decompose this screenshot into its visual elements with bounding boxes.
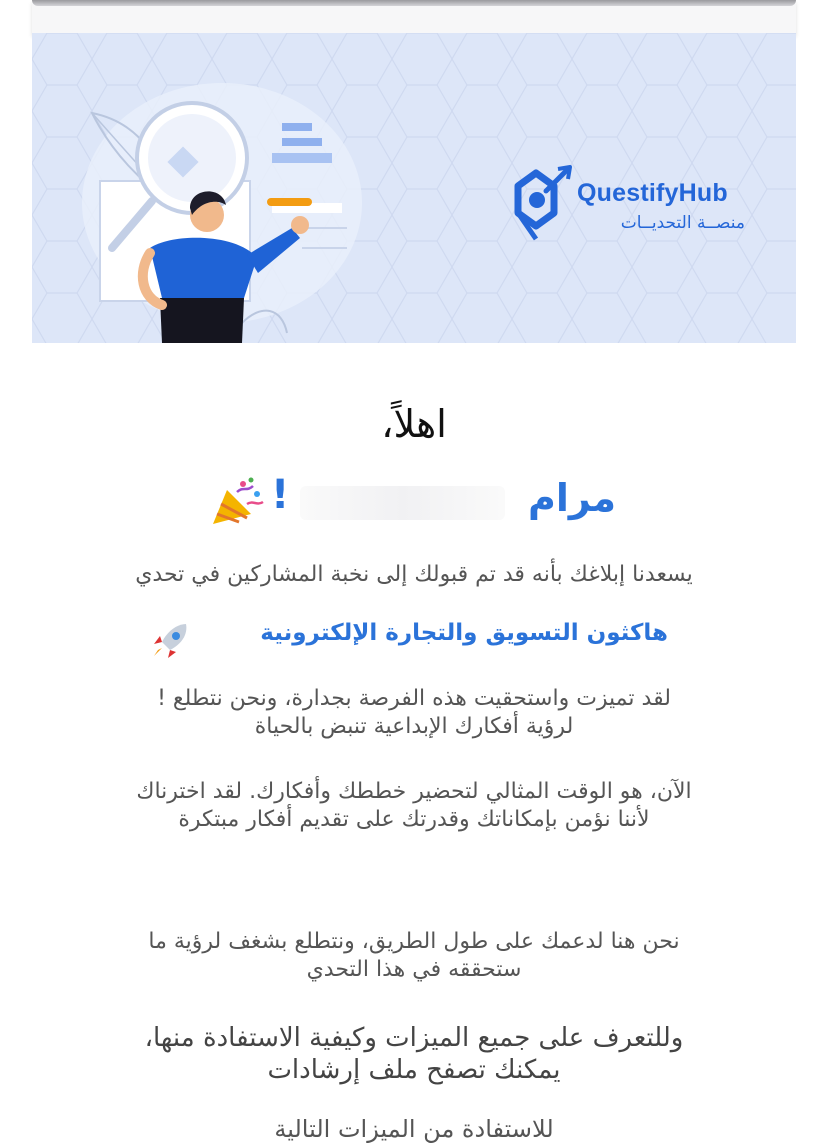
paragraph-4 [0,1022,828,1086]
challenge-title: هاكثون التسويق والتجارة الإلكترونية [260,620,668,646]
brand-subtitle: منصــة التحديــات [620,213,745,233]
paragraph-4-line-1: وللتعرف على جميع الميزات وكيفية الاستفادة منها، [144,1023,684,1053]
paragraph-4-line-2: يمكنك تصفح ملف إرشادات [267,1055,561,1085]
challenge-row [0,620,828,660]
paragraph-2-line-1: الآن، هو الوقت المثالي لتحضير خططك وأفكارك. لقد اخترناك [136,779,692,804]
paragraph-2-line-2: لأننا نؤمن بإمكاناتك وقدرتك على تقديم أفكار مبتكرة [178,807,650,832]
paragraph-2 [0,778,828,834]
greeting-heading: اهلاً، [381,402,447,446]
header-banner [32,33,796,343]
email-top-bar [32,0,796,34]
paragraph-3 [0,928,828,984]
paragraph-1-line-1: لقد تميزت واستحقيت هذه الفرصة بجدارة، ونحن نتطلع ! [157,686,671,711]
recipient-row [0,472,828,532]
intro-text: يسعدنا إبلاغك بأنه قد تم قبولك إلى نخبة المشاركين في تحدي [135,562,693,587]
rocket-icon [150,620,194,660]
paragraph-1 [0,685,828,741]
cutoff-line: للاستفادة من الميزات التالية [274,1115,554,1143]
paragraph-3-line-2: ستحققه في هذا التحدي [306,957,522,982]
party-popper-icon [207,476,265,528]
paragraph-3-line-1: نحن هنا لدعمك على طول الطريق، ونتطلع بشغف لرؤية ما [148,929,680,954]
exclamation-mark: ! [271,472,290,518]
redacted-surname [300,486,505,520]
paragraph-1-line-2: لرؤية أفكارك الإبداعية تنبض بالحياة [254,714,574,739]
brand-name: QuestifyHub [577,179,728,207]
recipient-name: مرام [528,476,617,520]
